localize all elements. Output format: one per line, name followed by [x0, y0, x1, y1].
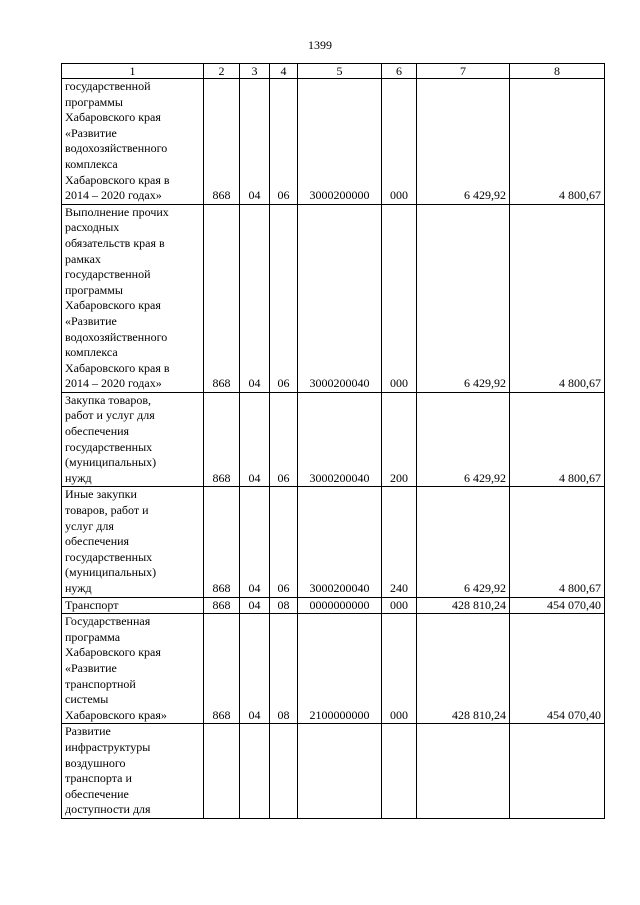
cell-pr: 06	[270, 392, 298, 487]
cell-csr	[298, 724, 382, 819]
cell-csr: 0000000000	[298, 597, 382, 614]
cell-pr: 06	[270, 204, 298, 392]
cell-rz: 04	[240, 597, 270, 614]
cell-sum-1: 6 429,92	[417, 204, 510, 392]
column-header: 5	[298, 64, 382, 79]
cell-sum-2: 4 800,67	[510, 204, 605, 392]
cell-pr: 06	[270, 487, 298, 597]
cell-grbs: 868	[204, 79, 240, 205]
row-name: Иные закупки товаров, работ и услуг для обеспечения государственных (муниципальных) нужд	[62, 487, 204, 597]
column-header: 2	[204, 64, 240, 79]
cell-sum-2: 454 070,40	[510, 597, 605, 614]
cell-csr: 3000200040	[298, 487, 382, 597]
cell-vr: 240	[382, 487, 417, 597]
cell-pr	[270, 724, 298, 819]
cell-sum-2: 4 800,67	[510, 79, 605, 205]
cell-rz: 04	[240, 79, 270, 205]
cell-sum-2	[510, 724, 605, 819]
cell-vr	[382, 724, 417, 819]
cell-grbs: 868	[204, 392, 240, 487]
cell-grbs: 868	[204, 614, 240, 724]
cell-rz: 04	[240, 614, 270, 724]
table-row	[62, 724, 605, 819]
table-row	[62, 392, 605, 487]
column-header: 8	[510, 64, 605, 79]
column-header: 1	[62, 64, 204, 79]
budget-table	[61, 63, 605, 819]
row-name: государственной программы Хабаровского края «Развитие водохозяйственного комплекса Хабаровского края в 2014 – 2020 годах»	[62, 79, 204, 205]
table-row	[62, 487, 605, 597]
cell-vr: 000	[382, 204, 417, 392]
cell-csr: 3000200000	[298, 79, 382, 205]
cell-pr: 08	[270, 614, 298, 724]
cell-rz: 04	[240, 204, 270, 392]
cell-pr: 06	[270, 79, 298, 205]
header-row	[62, 64, 605, 79]
row-name: Выполнение прочих расходных обязательств края в рамках государственной программы Хабаровского края «Развитие водохозяйственного комплекса Хабаровского края в 2014 – 2020 годах»	[62, 204, 204, 392]
cell-sum-1: 6 429,92	[417, 392, 510, 487]
cell-csr: 2100000000	[298, 614, 382, 724]
row-name: Государственная программа Хабаровского края «Развитие транспортной системы Хабаровского края»	[62, 614, 204, 724]
cell-sum-2: 454 070,40	[510, 614, 605, 724]
cell-grbs: 868	[204, 204, 240, 392]
cell-sum-1: 428 810,24	[417, 597, 510, 614]
cell-vr: 000	[382, 597, 417, 614]
cell-rz	[240, 724, 270, 819]
cell-sum-1: 6 429,92	[417, 487, 510, 597]
row-name: Закупка товаров, работ и услуг для обеспечения государственных (муниципальных) нужд	[62, 392, 204, 487]
column-header: 3	[240, 64, 270, 79]
cell-vr: 200	[382, 392, 417, 487]
cell-pr: 08	[270, 597, 298, 614]
table-row	[62, 597, 605, 614]
cell-sum-1	[417, 724, 510, 819]
cell-sum-2: 4 800,67	[510, 487, 605, 597]
column-header: 6	[382, 64, 417, 79]
cell-rz: 04	[240, 487, 270, 597]
page-number: 1399	[308, 38, 332, 52]
table-row	[62, 79, 605, 205]
cell-grbs: 868	[204, 597, 240, 614]
cell-grbs	[204, 724, 240, 819]
cell-vr: 000	[382, 79, 417, 205]
cell-rz: 04	[240, 392, 270, 487]
cell-sum-1: 428 810,24	[417, 614, 510, 724]
column-header: 4	[270, 64, 298, 79]
cell-grbs: 868	[204, 487, 240, 597]
column-header: 7	[417, 64, 510, 79]
cell-sum-1: 6 429,92	[417, 79, 510, 205]
table-row	[62, 614, 605, 724]
row-name: Транспорт	[62, 597, 204, 614]
cell-sum-2: 4 800,67	[510, 392, 605, 487]
cell-vr: 000	[382, 614, 417, 724]
cell-csr: 3000200040	[298, 392, 382, 487]
cell-csr: 3000200040	[298, 204, 382, 392]
row-name: Развитие инфраструктуры воздушного транспорта и обеспечение доступности для	[62, 724, 204, 819]
table-row	[62, 204, 605, 392]
